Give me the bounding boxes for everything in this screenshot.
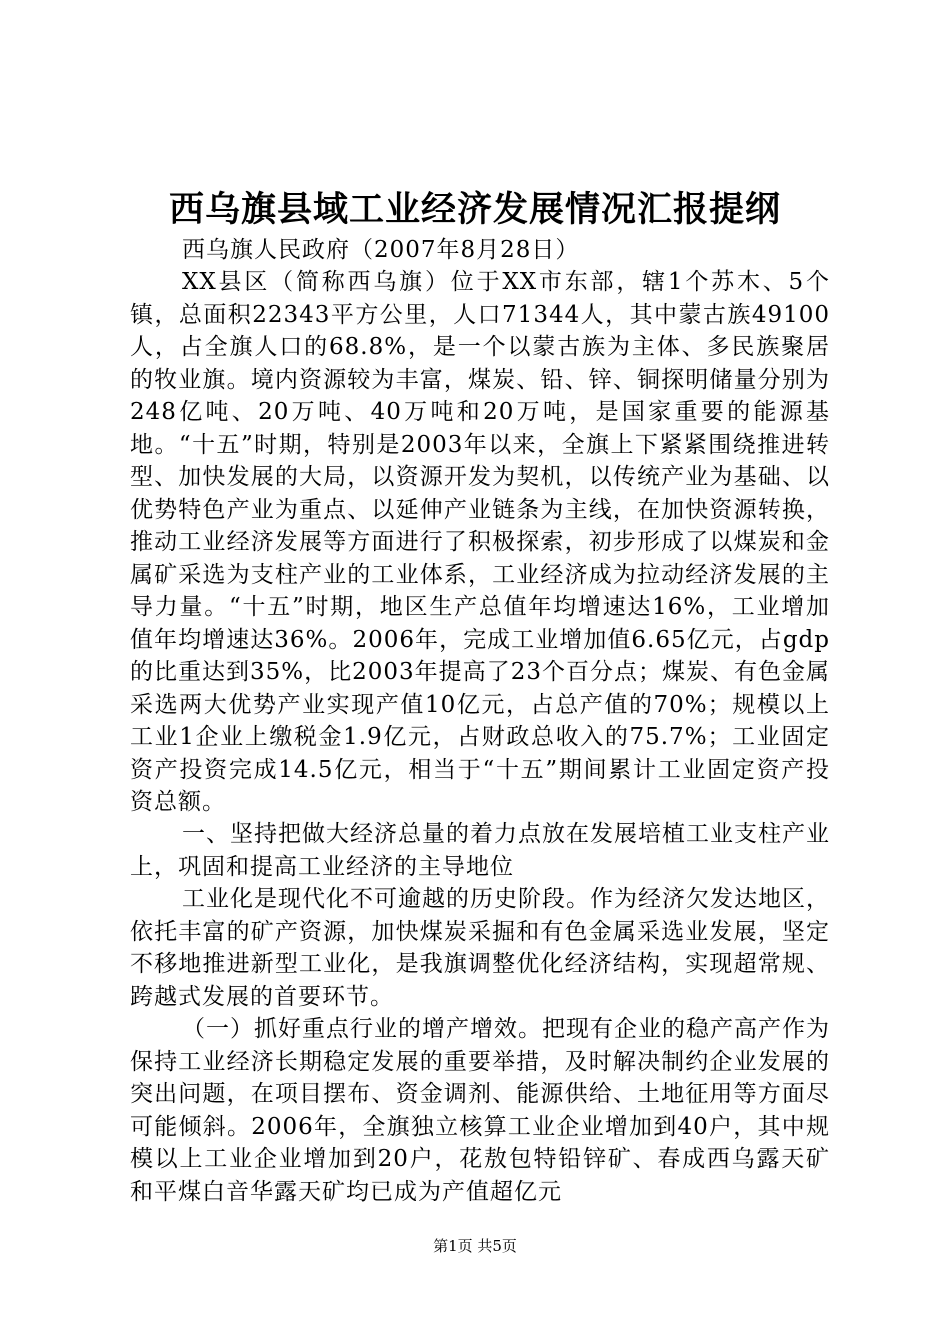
byline: 西乌旗人民政府（2007年8月28日） xyxy=(182,237,580,263)
paragraph-key-industries: （一）抓好重点行业的增产增效。把现有企业的稳产高产作为保持工业经济长期稳定发展的重要举措，及时解决制约企业发展的突出问题，在项目摆布、资金调剂、能源供给、土地征用等方面尽可能倾斜。2006年，全旗独立核算工业企业增加到40户，其中规模以上工业企业增加到20户，花敖包特铅锌矿、春成西乌露天矿和平煤白音华露天矿均已成为产值超亿元 xyxy=(130,1016,830,1205)
paragraph-industrialization: 工业化是现代化不可逾越的历史阶段。作为经济欠发达地区，依托丰富的矿产资源，加快煤炭采掘和有色金属采选业发展，坚定不移地推进新型工业化，是我旗调整优化经济结构，实现超常规、跨越式发展的首要环节。 xyxy=(130,886,830,1010)
paragraph-intro: XX县区（简称西乌旗）位于XX市东部，辖1个苏木、5个镇，总面积22343平方公里，人口71344人，其中蒙古族49100人，占全旗人口的68.8%，是一个以蒙古族为主体、多民族聚居的牧业旗。境内资源较为丰富，煤炭、铅、锌、铜探明储量分别为248亿吨、20万吨、40万吨和20万吨，是国家重要的能源基地。“十五”时期，特别是2003年以来，全旗上下紧紧围绕推进转型、加快发展的大局，以资源开发为契机，以传统产业为基础、以优势特色产业为重点、以延伸产业链条为主线，在加快资源转换，推动工业经济发展等方面进行了积极探索，初步形成了以煤炭和金属矿采选为支柱产业的工业体系，工业经济成为拉动经济发展的主导力量。“十五”时期，地区生产总值年均增速达16%，工业增加值年均增速达36%。2006年，完成工业增加值6.65亿元，占gdp的比重达到35%，比2003年提高了23个百分点；煤炭、有色金属采选两大优势产业实现产值10亿元，占总产值的70%；规模以上工业1企业上缴税金1.9亿元，占财政总收入的75.7%；工业固定资产投资完成14.5亿元，相当于“十五”期间累计工业固定资产投资总额。 xyxy=(130,269,830,815)
section-heading-1: 一、坚持把做大经济总量的着力点放在发展培植工业支柱产业上，巩固和提高工业经济的主导地位 xyxy=(130,821,830,880)
page-number-footer: 第1页 共5页 xyxy=(433,1237,517,1255)
document-title: 西乌旗县域工业经济发展情况汇报提纲 xyxy=(168,189,781,230)
